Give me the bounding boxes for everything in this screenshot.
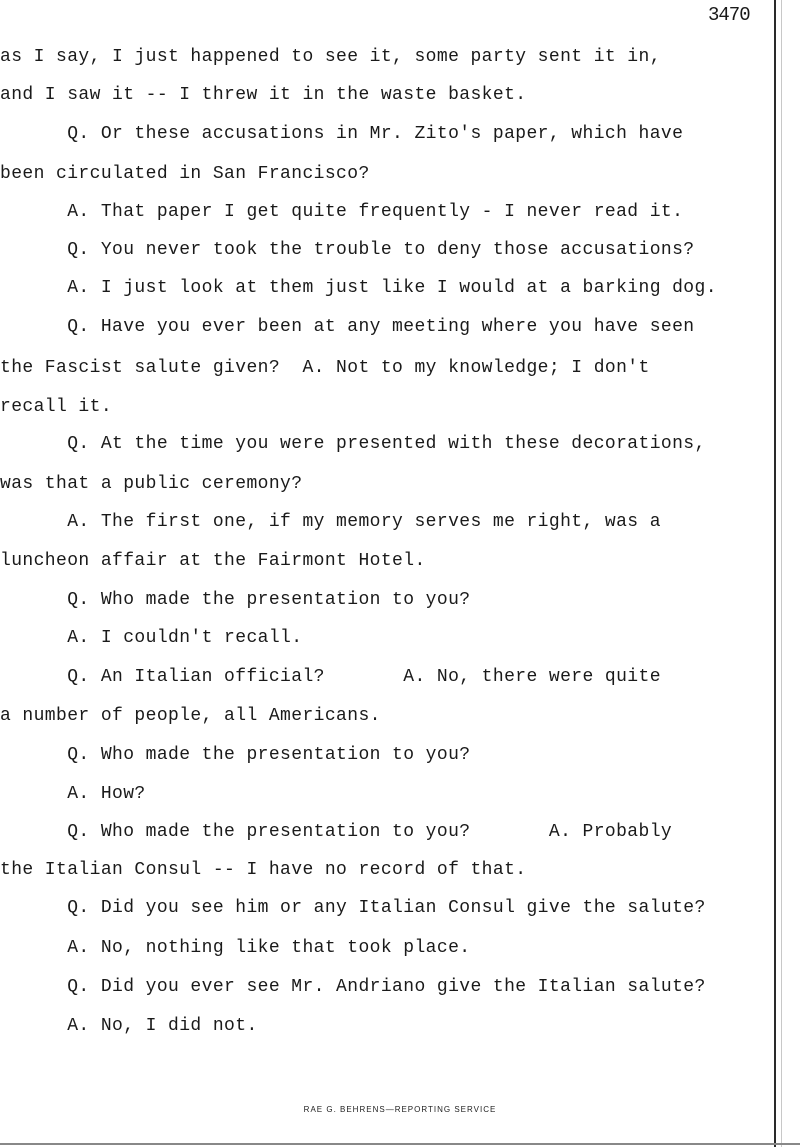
transcript-line: was that a public ceremony? xyxy=(0,474,303,494)
transcript-line: Q. Did you ever see Mr. Andriano give the Italian salute? xyxy=(0,977,706,997)
transcript-line: Q. Did you see him or any Italian Consul give the salute? xyxy=(0,898,706,918)
transcript-line: A. The first one, if my memory serves me right, was a xyxy=(0,512,661,532)
transcript-line: A. I just look at them just like I would at a barking dog. xyxy=(0,278,717,298)
margin-rule-faint xyxy=(781,0,782,1147)
transcript-line: and I saw it -- I threw it in the waste basket. xyxy=(0,85,527,105)
transcript-line: Q. An Italian official? A. No, there were quite xyxy=(0,667,661,687)
transcript-line: Q. Or these accusations in Mr. Zito's paper, which have xyxy=(0,124,684,144)
transcript-line: A. That paper I get quite frequently - I never read it. xyxy=(0,202,684,222)
margin-rule xyxy=(774,0,776,1147)
transcript-line: A. I couldn't recall. xyxy=(0,628,303,648)
reporting-service-footer: RAE G. BEHRENS—REPORTING SERVICE xyxy=(303,1105,497,1114)
transcript-line: A. No, I did not. xyxy=(0,1016,258,1036)
transcript-line: been circulated in San Francisco? xyxy=(0,164,370,184)
transcript-line: luncheon affair at the Fairmont Hotel. xyxy=(0,551,426,571)
transcript-line: a number of people, all Americans. xyxy=(0,706,381,726)
transcript-line: Q. Have you ever been at any meeting where you have seen xyxy=(0,317,695,337)
transcript-line: A. How? xyxy=(0,784,146,804)
page-number: 3470 xyxy=(708,4,750,26)
transcript-line: Q. Who made the presentation to you? xyxy=(0,745,471,765)
bottom-rule xyxy=(0,1143,800,1145)
transcript-line: A. No, nothing like that took place. xyxy=(0,938,471,958)
transcript-line: Q. Who made the presentation to you? xyxy=(0,590,471,610)
transcript-line: Q. Who made the presentation to you? A. Probably xyxy=(0,822,673,842)
transcript-line: the Fascist salute given? A. Not to my knowledge; I don't xyxy=(0,358,650,378)
transcript-line: Q. At the time you were presented with these decorations, xyxy=(0,434,706,454)
transcript-line: as I say, I just happened to see it, some party sent it in, xyxy=(0,47,661,67)
transcript-line: Q. You never took the trouble to deny those accusations? xyxy=(0,240,695,260)
transcript-line: the Italian Consul -- I have no record of that. xyxy=(0,860,527,880)
transcript-line: recall it. xyxy=(0,397,113,417)
